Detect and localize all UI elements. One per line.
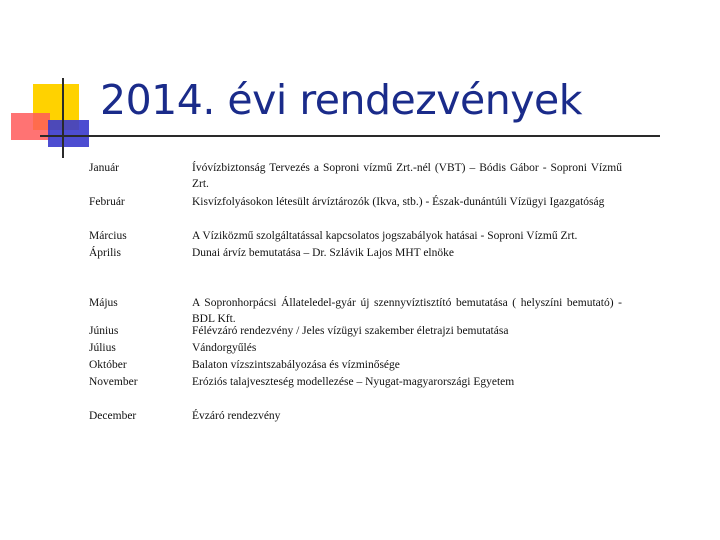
event-text: A Sopronhorpácsi Állateledel-gyár új szennyvíztisztító bemutatása ( helyszíni bemutató) - BDL Kft. [192, 297, 622, 325]
month-label: Március [89, 230, 127, 242]
event-text: Eróziós talajveszteség modellezése – Nyugat-magyarországi Egyetem [192, 376, 515, 388]
decor-vertical-line [62, 78, 64, 158]
event-text: Ívóvízbiztonság Tervezés a Soproni vízmű Zrt.-nél (VBT) – Bódis Gábor - Soproni Vízmű Zrt. [192, 162, 622, 190]
month-label: Június [89, 325, 119, 337]
event-text: Dunai árvíz bemutatása – Dr. Szlávik Lajos MHT elnöke [192, 247, 454, 259]
month-label: Október [89, 359, 127, 371]
month-label: Július [89, 342, 116, 354]
month-label: Április [89, 247, 121, 259]
event-text: Évzáró rendezvény [192, 410, 281, 422]
month-label: December [89, 410, 137, 422]
event-text: Vándorgyűlés [192, 342, 257, 354]
month-label: Január [89, 162, 120, 174]
month-label: Február [89, 196, 125, 208]
event-text: A Víziközmű szolgáltatással kapcsolatos jogszabályok hatásai - Soproni Vízmű Zrt. [192, 230, 578, 242]
event-text: Kisvízfolyásokon létesült árvíztározók (Ikva, stb.) - Észak-dunántúli Vízügyi Igazgatóság [192, 196, 605, 208]
event-text: Balaton vízszintszabályozása és vízminősége [192, 359, 400, 371]
event-text: Félévzáró rendezvény / Jeles vízügyi szakember életrajzi bemutatása [192, 325, 509, 337]
decor-horizontal-line [40, 135, 660, 137]
slide-title: 2014. évi rendezvények [100, 76, 582, 124]
month-label: Május [89, 297, 118, 309]
month-label: November [89, 376, 138, 388]
decor-blue-rectangle [48, 120, 89, 147]
